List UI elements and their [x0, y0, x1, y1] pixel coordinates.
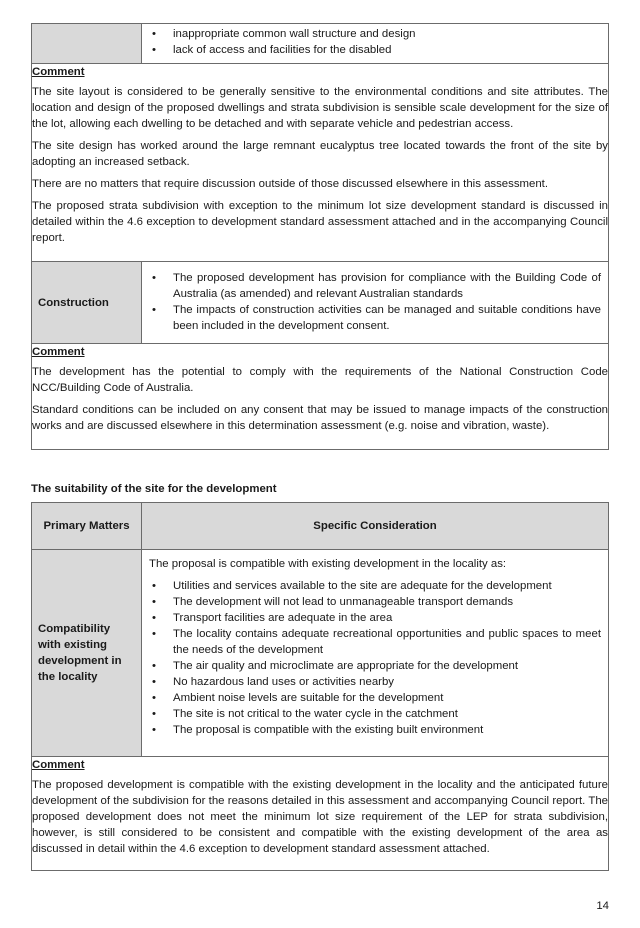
- header-primary-matters: Primary Matters: [32, 503, 142, 550]
- construction-content-cell: [142, 262, 609, 344]
- suitability-table: [31, 502, 609, 871]
- comment-heading: Comment: [32, 759, 85, 771]
- comment-cell-compatibility: [32, 757, 609, 871]
- comment-paragraph: Standard conditions can be included on any consent that may be issued to manage impacts of the construction works and are discussed elsewhere in this determination assessment (e.g. noise and vibration, waste).: [32, 404, 608, 432]
- list-item: • inappropriate common wall structure and design: [149, 26, 601, 42]
- comment-paragraph: The site layout is considered to be generally sensitive to the environmental conditions and site attributes. The location and design of the proposed dwellings and strata subdivision is sensible scale development for the size of the lot, allowing each dwelling to be detached and with separate vehicle and pedestrian access.: [32, 86, 608, 130]
- continued-bullet-list: [149, 26, 601, 58]
- comment-paragraph: The development has the potential to comply with the requirements of the National Construction Code NCC/Building Code of Australia.: [32, 366, 608, 394]
- continued-label-cell: [32, 24, 142, 64]
- list-item: • The development will not lead to unmanageable transport demands: [149, 594, 601, 610]
- compatibility-content-cell: [142, 550, 609, 757]
- section-title: The suitability of the site for the development: [31, 483, 277, 495]
- compatibility-row: [32, 550, 609, 757]
- list-item: • The proposed development has provision for compliance with the Building Code of Australia (as amended) and relevant Australian standards: [149, 270, 601, 302]
- list-item: • Utilities and services available to the site are adequate for the development: [149, 578, 601, 594]
- comment-row-design: [32, 64, 609, 262]
- list-item: • The impacts of construction activities can be managed and suitable conditions have been included in the development consent.: [149, 302, 601, 334]
- comment-heading: Comment: [32, 346, 85, 358]
- construction-bullet-list: [149, 270, 601, 334]
- assessment-table-top: [31, 23, 609, 450]
- continued-content-cell: [142, 24, 609, 64]
- compatibility-label: Compatibility with existing development in the locality: [32, 550, 142, 757]
- compatibility-bullet-list: [149, 578, 601, 738]
- comment-paragraph: There are no matters that require discussion outside of those discussed elsewhere in this assessment.: [32, 178, 549, 190]
- continued-row: [32, 24, 609, 64]
- page-number: 14: [596, 900, 609, 912]
- list-item: • The proposal is compatible with the existing built environment: [149, 722, 601, 738]
- list-item: • lack of access and facilities for the disabled: [149, 42, 601, 58]
- comment-row-construction: [32, 344, 609, 450]
- comment-row-compatibility: [32, 757, 609, 871]
- compatibility-intro: The proposal is compatible with existing development in the locality as:: [149, 558, 507, 570]
- comment-cell-construction: [32, 344, 609, 450]
- list-item: • No hazardous land uses or activities nearby: [149, 674, 601, 690]
- table-header-row: [32, 503, 609, 550]
- list-item: • Ambient noise levels are suitable for the development: [149, 690, 601, 706]
- list-item: • The locality contains adequate recreational opportunities and public spaces to meet the needs of the development: [149, 626, 601, 658]
- list-item: • Transport facilities are adequate in the area: [149, 610, 601, 626]
- header-specific-consideration: Specific Consideration: [142, 503, 609, 550]
- comment-paragraph: The site design has worked around the large remnant eucalyptus tree located towards the front of the site by adopting an increased setback.: [32, 140, 608, 168]
- construction-row: [32, 262, 609, 344]
- comment-cell-design: [32, 64, 609, 262]
- comment-paragraph: The proposed strata subdivision with exception to the minimum lot size development standard is discussed in detailed within the 4.6 exception to development standard assessment attached and in the accompanying Council report.: [32, 200, 608, 244]
- list-item: • The air quality and microclimate are appropriate for the development: [149, 658, 601, 674]
- comment-paragraph: The proposed development is compatible with the existing development in the locality and the anticipated future development of the subdivision for the reasons detailed in this assessment and accompanying Council report. The proposed development does not meet the minimum lot size requirement of the LEP for strata subdivision, however, is still considered to be consistent and compatible with the existing development of the area as discussed in detail within the 4.6 exception to development standard assessment attached.: [32, 779, 608, 855]
- list-item: • The site is not critical to the water cycle in the catchment: [149, 706, 601, 722]
- construction-label: Construction: [32, 262, 142, 344]
- comment-heading: Comment: [32, 66, 85, 78]
